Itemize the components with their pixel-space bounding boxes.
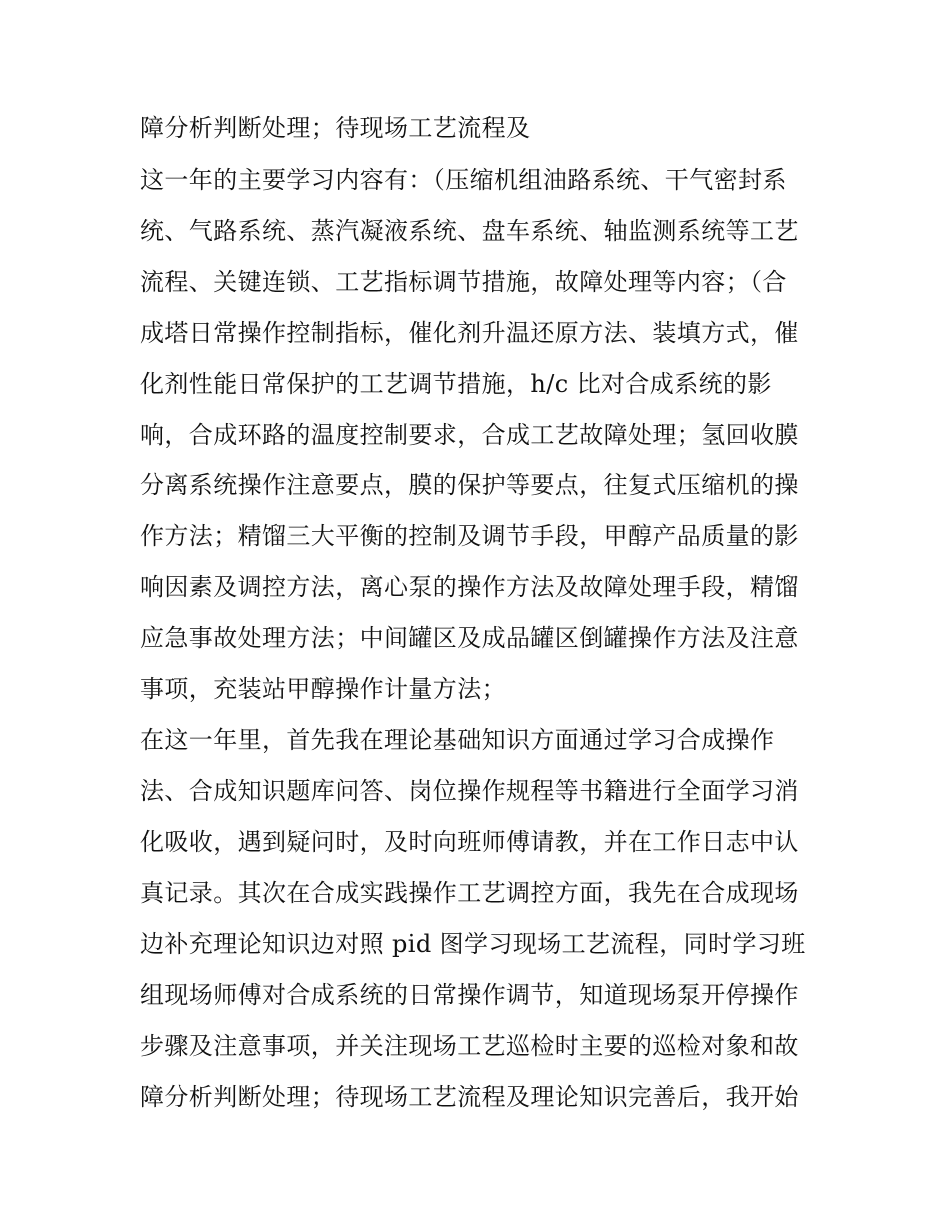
text-line: 响，合成环路的温度控制要求，合成工艺故障处理；氢回收膜 bbox=[140, 421, 799, 449]
text-line: 障分析判断处理；待现场工艺流程及理论知识完善后，我开始 bbox=[140, 1083, 799, 1111]
text-line: 化剂性能日常保护的工艺调节措施，h/c 比对合成系统的影 bbox=[140, 370, 772, 398]
text-line: 真记录。其次在合成实践操作工艺调控方面，我先在合成现场 bbox=[140, 879, 799, 907]
text-line: 边补充理论知识边对照 pid 图学习现场工艺流程，同时学习班 bbox=[140, 930, 806, 958]
text-line: 步骤及注意事项，并关注现场工艺巡检时主要的巡检对象和故 bbox=[140, 1032, 799, 1060]
text-line: 这一年的主要学习内容有：（压缩机组油路系统、干气密封系 bbox=[140, 166, 787, 194]
text-line: 响因素及调控方法，离心泵的操作方法及故障处理手段，精馏 bbox=[140, 573, 799, 601]
text-line: 化吸收，遇到疑问时，及时向班师傅请教，并在工作日志中认 bbox=[140, 828, 799, 856]
text-line: 事项，充装站甲醇操作计量方法； bbox=[140, 675, 506, 703]
text-line: 分离系统操作注意要点，膜的保护等要点，往复式压缩机的操 bbox=[140, 471, 799, 499]
text-line: 作方法；精馏三大平衡的控制及调节手段，甲醇产品质量的影 bbox=[140, 522, 799, 550]
text-line: 组现场师傅对合成系统的日常操作调节，知道现场泵开停操作 bbox=[140, 981, 799, 1009]
text-line: 在这一年里，首先我在理论基础知识方面通过学习合成操作 bbox=[140, 726, 775, 754]
text-line: 统、气路系统、蒸汽凝液系统、盘车系统、轴监测系统等工艺 bbox=[140, 217, 799, 245]
text-line: 流程、关键连锁、工艺指标调节措施，故障处理等内容；（合 bbox=[140, 268, 787, 296]
text-line: 法、合成知识题库问答、岗位操作规程等书籍进行全面学习消 bbox=[140, 777, 799, 805]
text-line: 应急事故处理方法；中间罐区及成品罐区倒罐操作方法及注意 bbox=[140, 624, 799, 652]
text-line: 障分析判断处理；待现场工艺流程及 bbox=[140, 114, 531, 142]
text-line: 成塔日常操作控制指标，催化剂升温还原方法、装填方式，催 bbox=[140, 319, 799, 347]
